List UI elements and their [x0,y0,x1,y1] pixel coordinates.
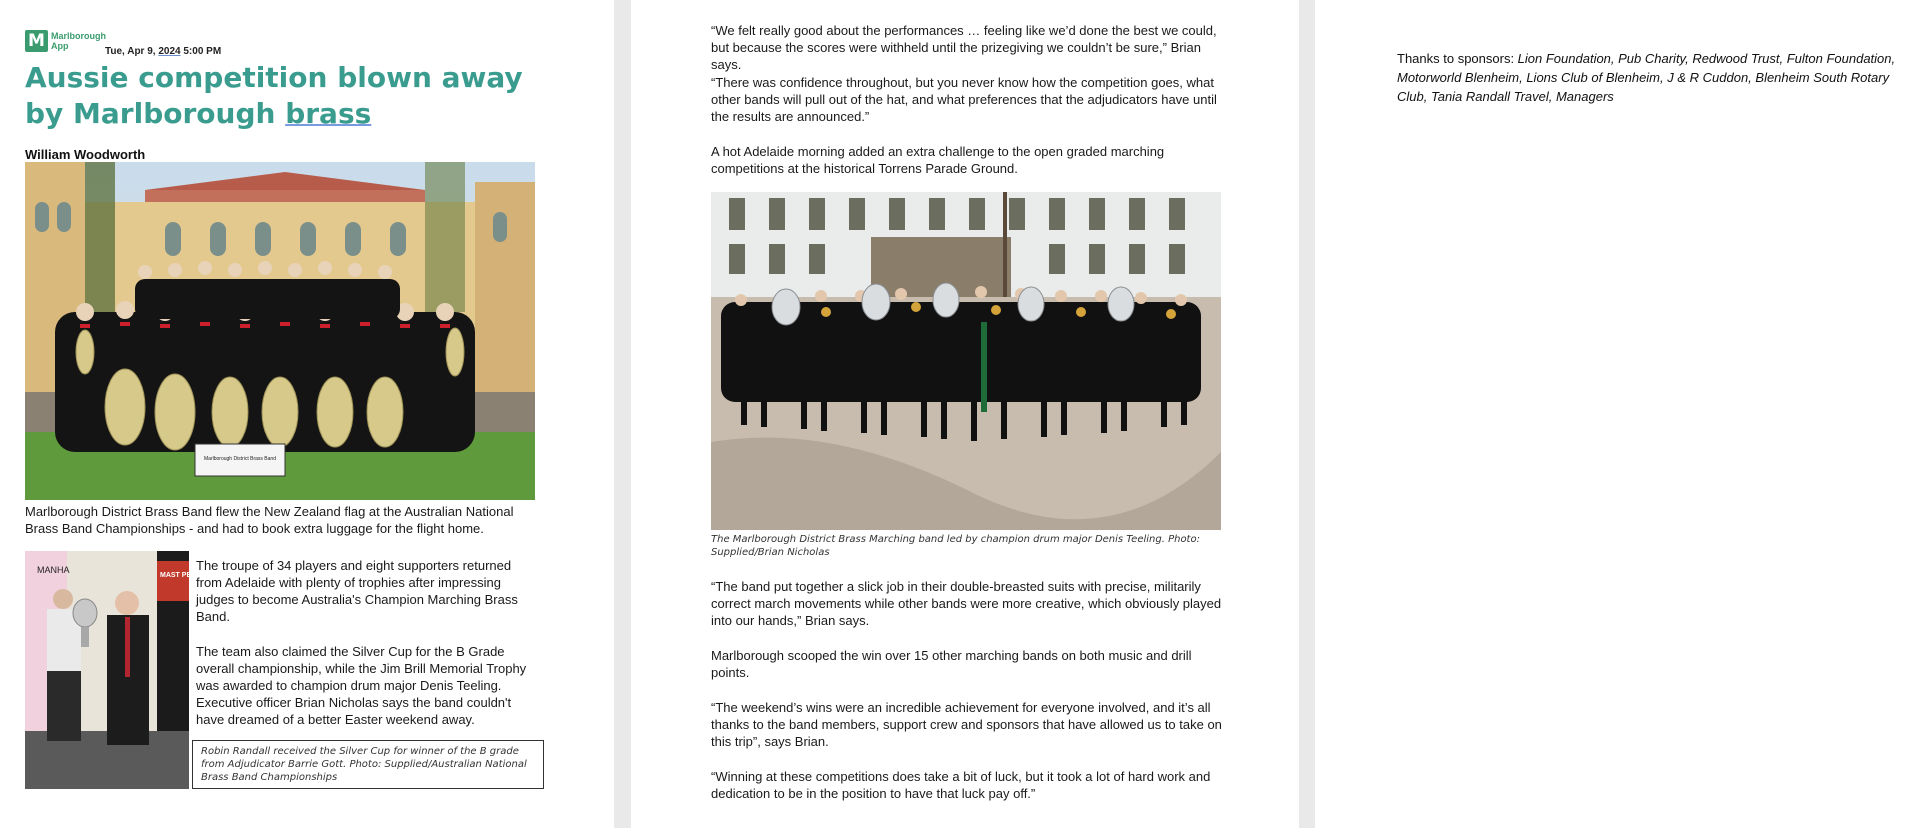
poster-text-1: MANHA [37,565,70,575]
marching-band-photo [711,192,1221,530]
award-photo [25,551,206,789]
p2-paragraph-6: “The weekend’s wins were an incredible achievement for everyone involved, and it’s all thanks to the band members, support crew and sponsors that have allowed us to take on this trip”, says Brian. [711,700,1222,749]
paragraph-2: The team also claimed the Silver Cup for the B Grade overall championship, while the Jim Brill Memorial Trophy was awarded to champion drum major Denis Teeling. Executive officer Brian Nicholas says the band couldn't have dreamed of a better Easter weekend away. [196,644,527,727]
p2-paragraph-2: “There was confidence throughout, but you never know how the competition goes, what other bands will pull out of the hat, and what preferences that the adjudicators have until the results are announced.” [711,75,1217,124]
poster-text-2: MAST PERFO [160,572,206,579]
document-page-2 [631,0,1299,828]
p2-paragraph-7: “Winning at these competitions does take a bit of luck, but it took a lot of hard work and dedication to be in the position to have that luck pay off.” [711,769,1211,801]
brand-logo[interactable] [25,30,111,52]
p2-paragraph-3: A hot Adelaide morning added an extra challenge to the open graded marching competitions at the historical Torrens Parade Ground. [711,144,1165,176]
p2-paragraph-5: Marlborough scooped the win over 15 other marching bands on both music and drill points. [711,648,1192,680]
article-headline: Aussie competition blown away by Marlborough brass [25,61,523,130]
band-banner-text: Marlborough District Brass Band [204,456,276,462]
band-group-photo [25,162,535,500]
award-photo-caption: Robin Randall received the Silver Cup for winner of the B grade from Adjudicator Barrie Gott. Photo: Supplied/Australian National Brass Band Championships [192,740,544,789]
p2-paragraph-4: “The band put together a slick job in their double-breasted suits with precise, militarily correct march movements while other bands were more creative, which obviously played into our hands,” Brian says. [711,579,1222,628]
article-date: Tue, Apr 9, 2024 5:00 PM [105,46,222,57]
sponsors-list: Lion Foundation, Pub Charity, Redwood Trust, Fulton Foundation, Motorworld Blenheim, Lions Club of Blenheim, J & R Cuddon, Blenheim South Rotary Club, Tania Randall Travel, Managers [1397,51,1896,104]
p2-paragraph-1: “We felt really good about the performances … feeling like we’d done the best we could, but because the scores were withheld until the prizegiving we couldn’t be sure,” Brian says. [711,23,1217,72]
sponsors-note [1397,49,1917,106]
logo-name: Marlborough App [51,31,106,51]
logo-mark: M [25,30,48,52]
photo2-caption: The Marlborough District Brass Marching band led by champion drum major Denis Teeling. Photo: Supplied/Brian Nicholas [711,534,1200,558]
photo1-caption: Marlborough District Brass Band flew the New Zealand flag at the Australian National Brass Band Championships - and had to book extra luggage for the flight home. [25,504,514,536]
sponsors-label: Thanks to sponsors: [1397,51,1518,66]
paragraph-1: The troupe of 34 players and eight supporters returned from Adelaide with plenty of trophies after impressing judges to become Australia's Champion Marching Brass Band. [196,558,518,624]
article-author: William Woodworth [25,147,146,162]
document-page-3 [1315,0,1920,828]
document-page-1 [0,0,614,828]
